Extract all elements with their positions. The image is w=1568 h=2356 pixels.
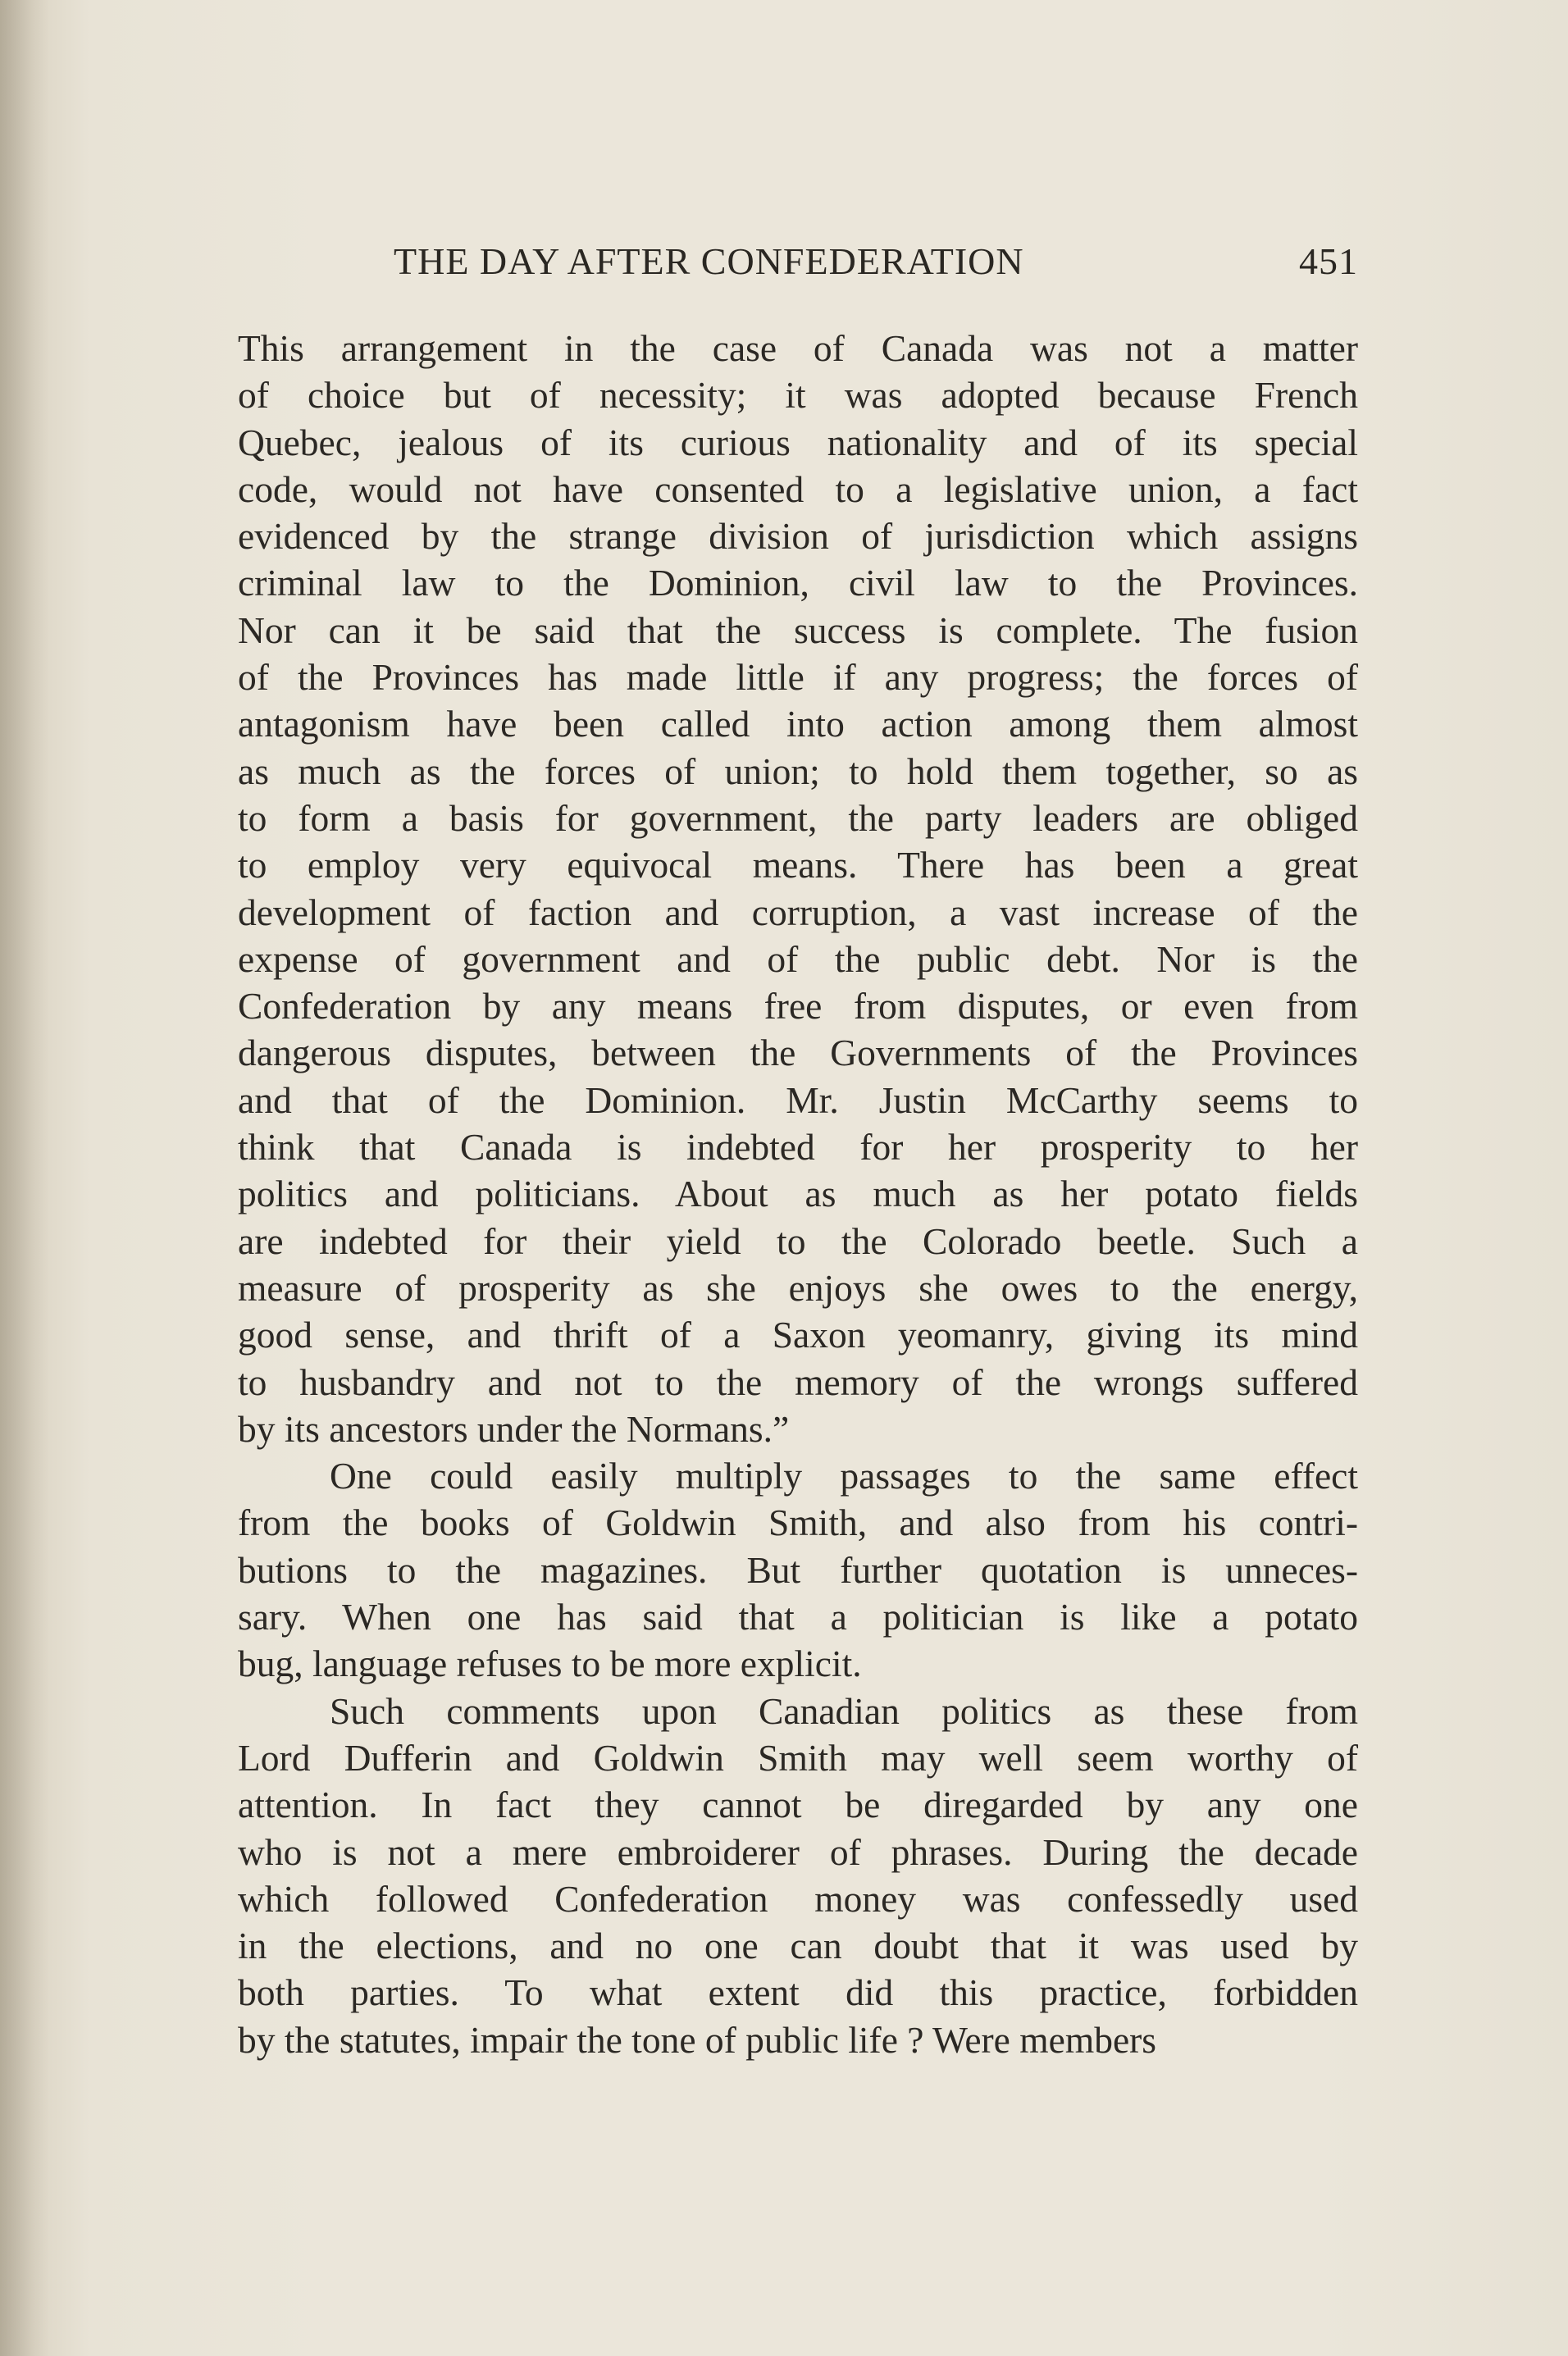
text-line: attention. In fact they cannot be diregarded by any one [238,1784,1358,1826]
text-line: dangerous disputes, between the Governments of the Provinces [238,1032,1358,1074]
text-line: good sense, and thrift of a Saxon yeomanry, giving its mind [238,1314,1358,1356]
text-line: One could easily multiply passages to the same effect [330,1455,1358,1497]
text-line: Confederation by any means free from disputes, or even from [238,985,1358,1028]
page-header [238,239,1358,289]
text-line: butions to the magazines. But further quotation is unneces- [238,1548,1358,1591]
text-line: in the elections, and no one can doubt that it was used by [238,1925,1358,1967]
text-line: to employ very equivocal means. There has been a great [238,844,1358,886]
text-line: Lord Dufferin and Goldwin Smith may well seem worthy of [238,1736,1358,1779]
text-line: both parties. To what extent did this practice, forbidden [238,1971,1358,2014]
binding-gutter-shadow [0,0,49,2356]
text-line: evidenced by the strange division of jurisdiction which assigns [238,515,1358,558]
text-line: by its ancestors under the Normans.” [238,1407,790,1450]
text-line: expense of government and of the public debt. Nor is the [238,937,1358,980]
text-line: criminal law to the Dominion, civil law to the Provinces. [238,562,1358,604]
text-line: and that of the Dominion. Mr. Justin McCarthy seems to [238,1078,1358,1121]
text-line: from the books of Goldwin Smith, and also from his contri- [238,1502,1358,1544]
text-line: code, would not have consented to a legislative union, a fact [238,467,1358,510]
running-head: THE DAY AFTER CONFEDERATION [394,240,1024,282]
text-line: This arrangement in the case of Canada was not a matter [238,327,1358,369]
page-number: 451 [1299,240,1358,282]
text-line: of the Provinces has made little if any progress; the forces of [238,656,1358,699]
body-text [238,325,1358,2063]
text-line: Such comments upon Canadian politics as these from [330,1689,1358,1732]
text-line: Nor can it be said that the success is complete. The fusion [238,608,1358,651]
text-line: politics and politicians. About as much as her potato fields [238,1173,1358,1215]
text-line: by the statutes, impair the tone of public life ? Were members [238,2018,1157,2061]
text-line: antagonism have been called into action among them almost [238,703,1358,745]
text-line: of choice but of necessity; it was adopted because French [238,374,1358,417]
text-line: to husbandry and not to the memory of the wrongs suffered [238,1360,1358,1403]
text-line: who is not a mere embroiderer of phrases. During the decade [238,1830,1358,1873]
text-line: sary. When one has said that a politician is like a potato [238,1596,1358,1638]
paragraph [238,325,1358,1452]
paragraph [238,1688,1358,2063]
text-line: are indebted for their yield to the Colorado beetle. Such a [238,1219,1358,1262]
text-line: Quebec, jealous of its curious nationality and of its special [238,421,1358,463]
text-line: think that Canada is indebted for her prosperity to her [238,1126,1358,1169]
text-line: to form a basis for government, the party leaders are obliged [238,796,1358,839]
paragraph [238,1452,1358,1687]
text-line: bug, language refuses to be more explicit. [238,1643,862,1685]
text-line: as much as the forces of union; to hold them together, so as [238,750,1358,792]
text-line: measure of prosperity as she enjoys she owes to the energy, [238,1266,1358,1309]
text-line: which followed Confederation money was confessedly used [238,1877,1358,1920]
text-line: development of faction and corruption, a vast increase of the [238,891,1358,933]
